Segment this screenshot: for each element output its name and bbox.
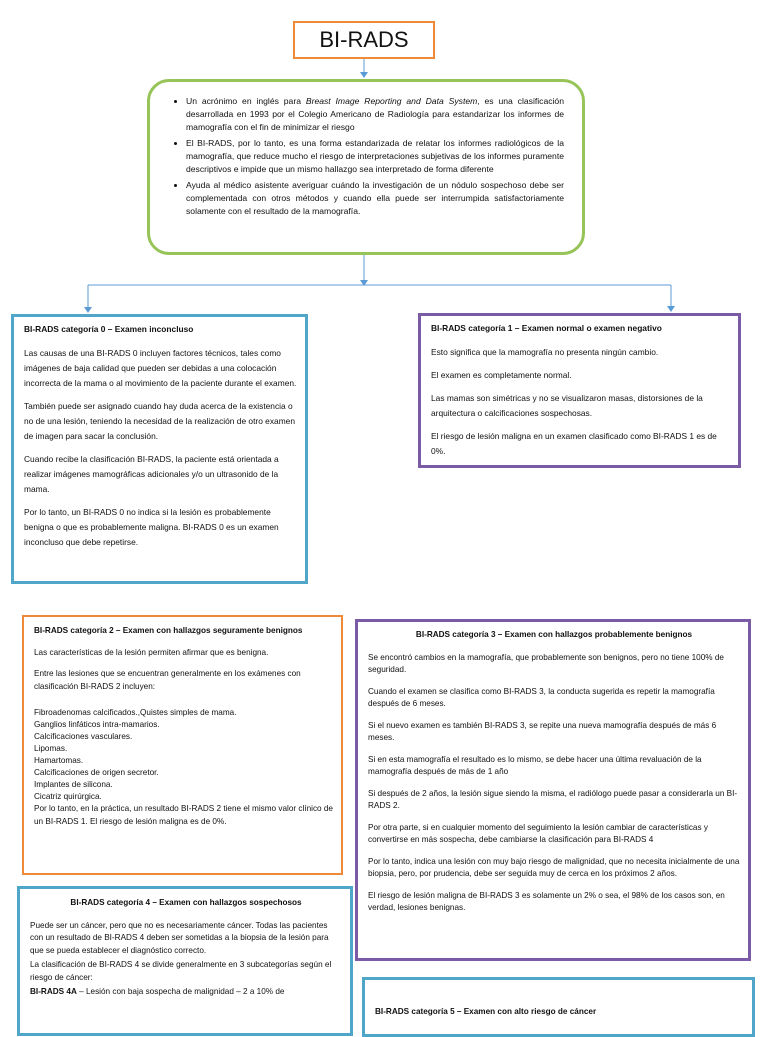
paragraph: Por lo tanto, en la práctica, un resultado BI-RADS 2 tiene el mismo valor clínico de un BI-RADS 1. El riesgo de lesión maligna es de 0%. bbox=[34, 804, 333, 826]
list-item: Cicatriz quirúrgica. bbox=[34, 792, 102, 801]
category-2-box bbox=[22, 615, 343, 875]
list-item: Calcificaciones vasculares. bbox=[34, 732, 133, 741]
paragraph: El examen es completamente normal. bbox=[431, 370, 572, 380]
list-item: Hamartomas. bbox=[34, 756, 84, 765]
category-0-heading: BI-RADS categoría 0 – Examen inconcluso bbox=[24, 324, 194, 334]
subcategory-line bbox=[30, 986, 342, 999]
list-item: Fibroadenomas calcificados.,Quistes simples de mama. bbox=[34, 708, 237, 717]
paragraph: El riesgo de lesión maligna en un examen clasificado como BI-RADS 1 es de 0%. bbox=[431, 431, 717, 456]
paragraph: Por lo tanto, un BI-RADS 0 no indica si la lesión es probablemente benigna o que es probablemente maligna. BI-RADS 0 es un examen inconcluso que debe repetirse. bbox=[24, 507, 279, 547]
paragraph: Las características de la lesión permiten afirmar que es benigna. bbox=[34, 647, 269, 657]
arrowhead-cat1 bbox=[667, 306, 675, 312]
intro-bullet: • El BI-RADS, por lo tanto, es una forma estandarizada de relatar los informes radiológicos de la mamografía, que reduce mucho el riesgo de interpretaciones subjetivas de los informes puramente descriptivos e impide que un mismo hallazgo sea interpretado de forma diferente bbox=[186, 137, 564, 176]
paragraph: Cuando el examen se clasifica como BI-RADS 3, la conducta sugerida es repetir la mamografía después de 6 meses. bbox=[368, 687, 715, 708]
intro-bullet bbox=[186, 95, 564, 134]
category-1-box bbox=[418, 313, 741, 468]
category-3-box bbox=[355, 619, 751, 961]
paragraph: El riesgo de lesión maligna de BI-RADS 3 es solamente un 2% o sea, el 98% de los casos son, en verdad, lesiones benignas. bbox=[368, 891, 725, 912]
intro-list bbox=[172, 95, 564, 218]
paragraph: Entre las lesiones que se encuentran generalmente en los exámenes con clasificación BI-RADS 2 incluyen: bbox=[34, 669, 301, 691]
page-title: BI-RADS bbox=[319, 27, 409, 52]
category-3-heading: BI-RADS categoría 3 – Examen con hallazgos probablemente benignos bbox=[415, 630, 693, 639]
subcategory-label: BI-RADS 4A bbox=[30, 987, 77, 996]
paragraph: Esto significa que la mamografía no presenta ningún cambio. bbox=[431, 347, 659, 357]
arrowhead-intro bbox=[360, 72, 368, 78]
subcategory-text: – Lesión con baja sospecha de malignidad – 2 a 10% de bbox=[76, 987, 285, 996]
list-item: Calcificaciones de origen secretor. bbox=[34, 768, 159, 777]
list-item: Ganglios linfáticos intra-mamarios. bbox=[34, 720, 160, 729]
category-4-box bbox=[17, 886, 353, 1036]
category-5-heading: BI-RADS categoría 5 – Examen con alto riesgo de cáncer bbox=[375, 1007, 597, 1016]
paragraph: Cuando recibe la clasificación BI-RADS, la paciente está orientada a realizar imágenes mamográficas adicionales y/o un ultrasonido de la mama. bbox=[24, 454, 279, 494]
intro-text: Un acrónimo en inglés para bbox=[186, 96, 306, 106]
paragraph: Puede ser un cáncer, pero que no es necesariamente cáncer. Todas las pacientes con un resultado de BI-RADS 4 deben ser sometidas a la biopsia de la lesión para que se pueda establecer el diagnóstico correcto. bbox=[30, 920, 329, 955]
paragraph: Por otra parte, si en cualquier momento del seguimiento la lesión cambiar de características y convertirse en más sospecha, debe cambiarse la clasificación para BI-RADS 4 bbox=[368, 823, 708, 844]
intro-box bbox=[147, 79, 585, 255]
arrowhead-cat0 bbox=[84, 307, 92, 313]
paragraph: Si después de 2 años, la lesión sigue siendo la misma, el radiólogo puede pasar a considerarla un BI-RADS 2. bbox=[368, 789, 738, 810]
category-4-heading: BI-RADS categoría 4 – Examen con hallazgos sospechosos bbox=[70, 898, 302, 907]
paragraph: Las mamas son simétricas y no se visualizaron masas, distorsiones de la arquitectura o calcificaciones sospechosas. bbox=[431, 393, 703, 418]
intro-bullet: • Ayuda al médico asistente averiguar cuándo la investigación de un nódulo sospechoso debe ser complementada con otros métodos y cuando ella puede ser interrumpida satisfactoriamente solamente con el resultado de la mamografía. bbox=[186, 179, 564, 218]
paragraph: Por lo tanto, indica una lesión con muy bajo riesgo de malignidad, que no necesita inicialmente de una biopsia, pero, por prudencia, debe ser seguida muy de cerca en los próximos 2 años. bbox=[368, 857, 740, 878]
title-box bbox=[293, 21, 435, 59]
paragraph: También puede ser asignado cuando hay duda acerca de la existencia o no de una lesión, teniendo la necesidad de la realización de otro examen de imagen para sacar la conclusión. bbox=[24, 401, 295, 441]
intro-acronym: Breast Image Reporting and Data System bbox=[305, 96, 478, 106]
intro-text: , es una clasificación desarrollada en 1993 por el Colegio Americano de Radiología para estandarizar los informes de mamografía con el fin de minimizar el riesgo bbox=[186, 96, 564, 132]
category-2-heading: BI-RADS categoría 2 – Examen con hallazgos seguramente benignos bbox=[34, 626, 303, 635]
category-0-box bbox=[11, 314, 308, 584]
paragraph: Si en esta mamografía el resultado es lo mismo, se debe hacer una última revaluación de la mamografía después de más de 1 año bbox=[368, 755, 702, 776]
category-1-heading: BI-RADS categoría 1 – Examen normal o examen negativo bbox=[431, 323, 662, 333]
paragraph: Se encontró cambios en la mamografía, que probablemente son benignos, pero no tiene 100% de seguridad. bbox=[368, 653, 724, 674]
list-item: Lipomas. bbox=[34, 744, 68, 753]
paragraph: La clasificación de BI-RADS 4 se divide generalmente en 3 subcategorías según el riesgo de cáncer: bbox=[30, 960, 332, 982]
paragraph: Si el nuevo examen es también BI-RADS 3, se repite una nueva mamografía después de más 6 meses. bbox=[368, 721, 717, 742]
category-5-box bbox=[362, 977, 755, 1037]
list-item: Implantes de silicona. bbox=[34, 780, 113, 789]
benign-findings-list bbox=[34, 707, 333, 803]
paragraph: Las causas de una BI-RADS 0 incluyen factores técnicos, tales como imágenes de baja calidad que pueden ser debidas a una colocación incorrecta de la mama o al movimiento de la paciente durante el examen. bbox=[24, 348, 297, 388]
